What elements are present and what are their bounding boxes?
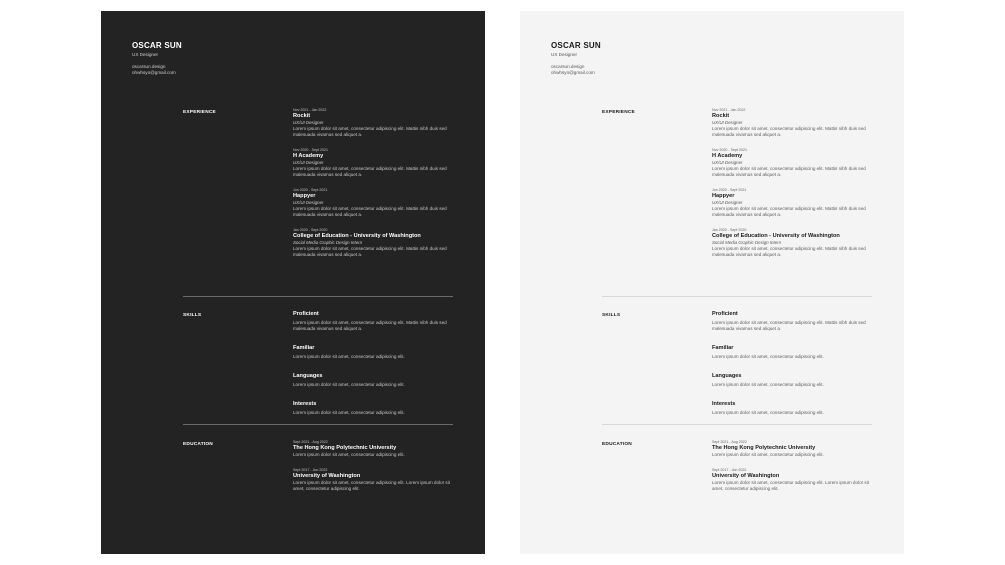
skill-entry <box>293 311 453 332</box>
entry-date: Nov 2020 - Sept 2021 <box>293 148 328 152</box>
entry-subtitle: UX/UI Designer <box>712 200 743 205</box>
entry-description: Lorem ipsum dolor sit amet, consectetur adipiscing elit. Mattis nibh duis sed malesuada vivamus sed aliquet a. <box>293 206 447 217</box>
entry-title: The Hong Kong Polytechnic University <box>712 445 816 451</box>
education-entry <box>293 468 453 492</box>
email-link[interactable]: ohwhsyo@gmail.com <box>132 70 176 75</box>
experience-heading: EXPERIENCE <box>183 110 216 115</box>
experience-entry <box>712 188 872 218</box>
skill-entry <box>712 373 872 388</box>
skill-title: Familiar <box>293 345 315 351</box>
entry-title: Rockit <box>712 113 730 119</box>
skill-description: Lorem ipsum dolor sit amet, consectetur adipiscing elit. <box>293 410 405 415</box>
entry-date: Nov 2020 - Sept 2021 <box>712 148 747 152</box>
skill-description: Lorem ipsum dolor sit amet, consectetur adipiscing elit. Mattis nibh duis sed malesuada vivamus sed aliquet a. <box>293 320 447 331</box>
skill-title: Proficient <box>293 311 319 317</box>
entry-title: University of Washington <box>712 473 780 479</box>
entry-title: H Academy <box>712 153 743 159</box>
experience-entry <box>293 188 453 218</box>
contact-block <box>132 64 485 76</box>
experience-entry <box>293 108 453 138</box>
resume-page-light <box>520 11 904 554</box>
entry-description: Lorem ipsum dolor sit amet, consectetur adipiscing elit. <box>712 452 824 457</box>
email-link[interactable]: ohwhsyo@gmail.com <box>551 70 595 75</box>
education-heading: EDUCATION <box>602 442 632 447</box>
skill-title: Interests <box>293 401 317 407</box>
experience-heading: EXPERIENCE <box>602 110 635 115</box>
entry-description: Lorem ipsum dolor sit amet, consectetur adipiscing elit. Mattis nibh duis sed malesuada vivamus sed aliquet a. <box>712 126 866 137</box>
entry-title: Happyer <box>293 193 316 199</box>
skill-description: Lorem ipsum dolor sit amet, consectetur adipiscing elit. <box>712 410 824 415</box>
entry-title: College of Education - University of Washington <box>712 233 840 239</box>
entry-description: Lorem ipsum dolor sit amet, consectetur adipiscing elit. Mattis nibh duis sed malesuada vivamus sed aliquet a. <box>712 166 866 177</box>
entry-title: College of Education - University of Washington <box>293 233 421 239</box>
resume-name: OSCAR SUN <box>132 41 182 50</box>
skill-description: Lorem ipsum dolor sit amet, consectetur adipiscing elit. <box>293 382 405 387</box>
experience-entry <box>712 148 872 178</box>
entry-description: Lorem ipsum dolor sit amet, consectetur adipiscing elit. Lorem ipsum dolor sit amet, consectetur adipiscing elit. <box>712 480 870 491</box>
entry-description: Lorem ipsum dolor sit amet, consectetur adipiscing elit. Mattis nibh duis sed malesuada vivamus sed aliquet a. <box>293 246 447 257</box>
section-divider <box>602 296 872 297</box>
skill-entry <box>712 311 872 332</box>
skill-description: Lorem ipsum dolor sit amet, consectetur adipiscing elit. <box>712 354 824 359</box>
resume-role: UX Designer <box>132 52 159 57</box>
entry-date: Sept 2017 - Jun 2022 <box>293 468 328 472</box>
entry-description: Lorem ipsum dolor sit amet, consectetur adipiscing elit. Mattis nibh duis sed malesuada vivamus sed aliquet a. <box>293 166 447 177</box>
entry-subtitle: UX/UI Designer <box>293 200 324 205</box>
skill-title: Interests <box>712 401 736 407</box>
skill-title: Languages <box>293 373 323 379</box>
entry-description: Lorem ipsum dolor sit amet, consectetur adipiscing elit. <box>293 452 405 457</box>
entry-title: Rockit <box>293 113 311 119</box>
skills-heading: SKILLS <box>183 313 202 318</box>
entry-title: H Academy <box>293 153 324 159</box>
skill-entry <box>712 345 872 360</box>
skill-entry <box>293 401 453 416</box>
entry-description: Lorem ipsum dolor sit amet, consectetur adipiscing elit. Mattis nibh duis sed malesuada vivamus sed aliquet a. <box>712 246 866 257</box>
resume-page-dark <box>101 11 485 554</box>
entry-date: Jan 2020 - Sept 2020 <box>712 228 747 232</box>
experience-entry <box>293 228 453 258</box>
skill-entry <box>293 345 453 360</box>
entry-subtitle: Social Media Graphic Design Intern <box>712 240 782 245</box>
experience-entry <box>712 228 872 258</box>
education-entry <box>712 468 872 492</box>
skill-title: Proficient <box>712 311 738 317</box>
entry-subtitle: UX/UI Designer <box>293 120 324 125</box>
website-link[interactable]: oscarsun.design <box>132 64 166 69</box>
skill-description: Lorem ipsum dolor sit amet, consectetur adipiscing elit. <box>712 382 824 387</box>
entry-title: University of Washington <box>293 473 361 479</box>
entry-date: Jan 2020 - Sept 2020 <box>293 228 328 232</box>
entry-title: Happyer <box>712 193 735 199</box>
education-entry <box>293 440 453 458</box>
entry-date: Sept 2021 - Aug 2022 <box>712 440 747 444</box>
skills-heading: SKILLS <box>602 313 621 318</box>
experience-entry <box>293 148 453 178</box>
section-divider <box>183 424 453 425</box>
experience-entry <box>712 108 872 138</box>
education-entry <box>712 440 872 458</box>
resume-name: OSCAR SUN <box>551 41 601 50</box>
entry-date: Jun 2020 - Sept 2021 <box>712 188 747 192</box>
section-divider <box>602 424 872 425</box>
contact-block <box>551 64 904 76</box>
entry-date: Nov 2021 - Jan 2022 <box>712 108 746 112</box>
entry-subtitle: UX/UI Designer <box>712 160 743 165</box>
skill-entry <box>293 373 453 388</box>
entry-date: Jun 2020 - Sept 2021 <box>293 188 328 192</box>
education-heading: EDUCATION <box>183 442 213 447</box>
entry-description: Lorem ipsum dolor sit amet, consectetur adipiscing elit. Lorem ipsum dolor sit amet, consectetur adipiscing elit. <box>293 480 451 491</box>
section-divider <box>183 296 453 297</box>
entry-subtitle: UX/UI Designer <box>293 160 324 165</box>
website-link[interactable]: oscarsun.design <box>551 64 585 69</box>
entry-subtitle: UX/UI Designer <box>712 120 743 125</box>
skill-title: Familiar <box>712 345 734 351</box>
entry-description: Lorem ipsum dolor sit amet, consectetur adipiscing elit. Mattis nibh duis sed malesuada vivamus sed aliquet a. <box>712 206 866 217</box>
entry-date: Sept 2017 - Jun 2022 <box>712 468 747 472</box>
entry-date: Sept 2021 - Aug 2022 <box>293 440 328 444</box>
skill-title: Languages <box>712 373 742 379</box>
entry-description: Lorem ipsum dolor sit amet, consectetur adipiscing elit. Mattis nibh duis sed malesuada vivamus sed aliquet a. <box>293 126 447 137</box>
skill-entry <box>712 401 872 416</box>
skill-description: Lorem ipsum dolor sit amet, consectetur adipiscing elit. Mattis nibh duis sed malesuada vivamus sed aliquet a. <box>712 320 866 331</box>
entry-title: The Hong Kong Polytechnic University <box>293 445 397 451</box>
skill-description: Lorem ipsum dolor sit amet, consectetur adipiscing elit. <box>293 354 405 359</box>
resume-role: UX Designer <box>551 52 578 57</box>
entry-date: Nov 2021 - Jan 2022 <box>293 108 327 112</box>
entry-subtitle: Social Media Graphic Design Intern <box>293 240 363 245</box>
